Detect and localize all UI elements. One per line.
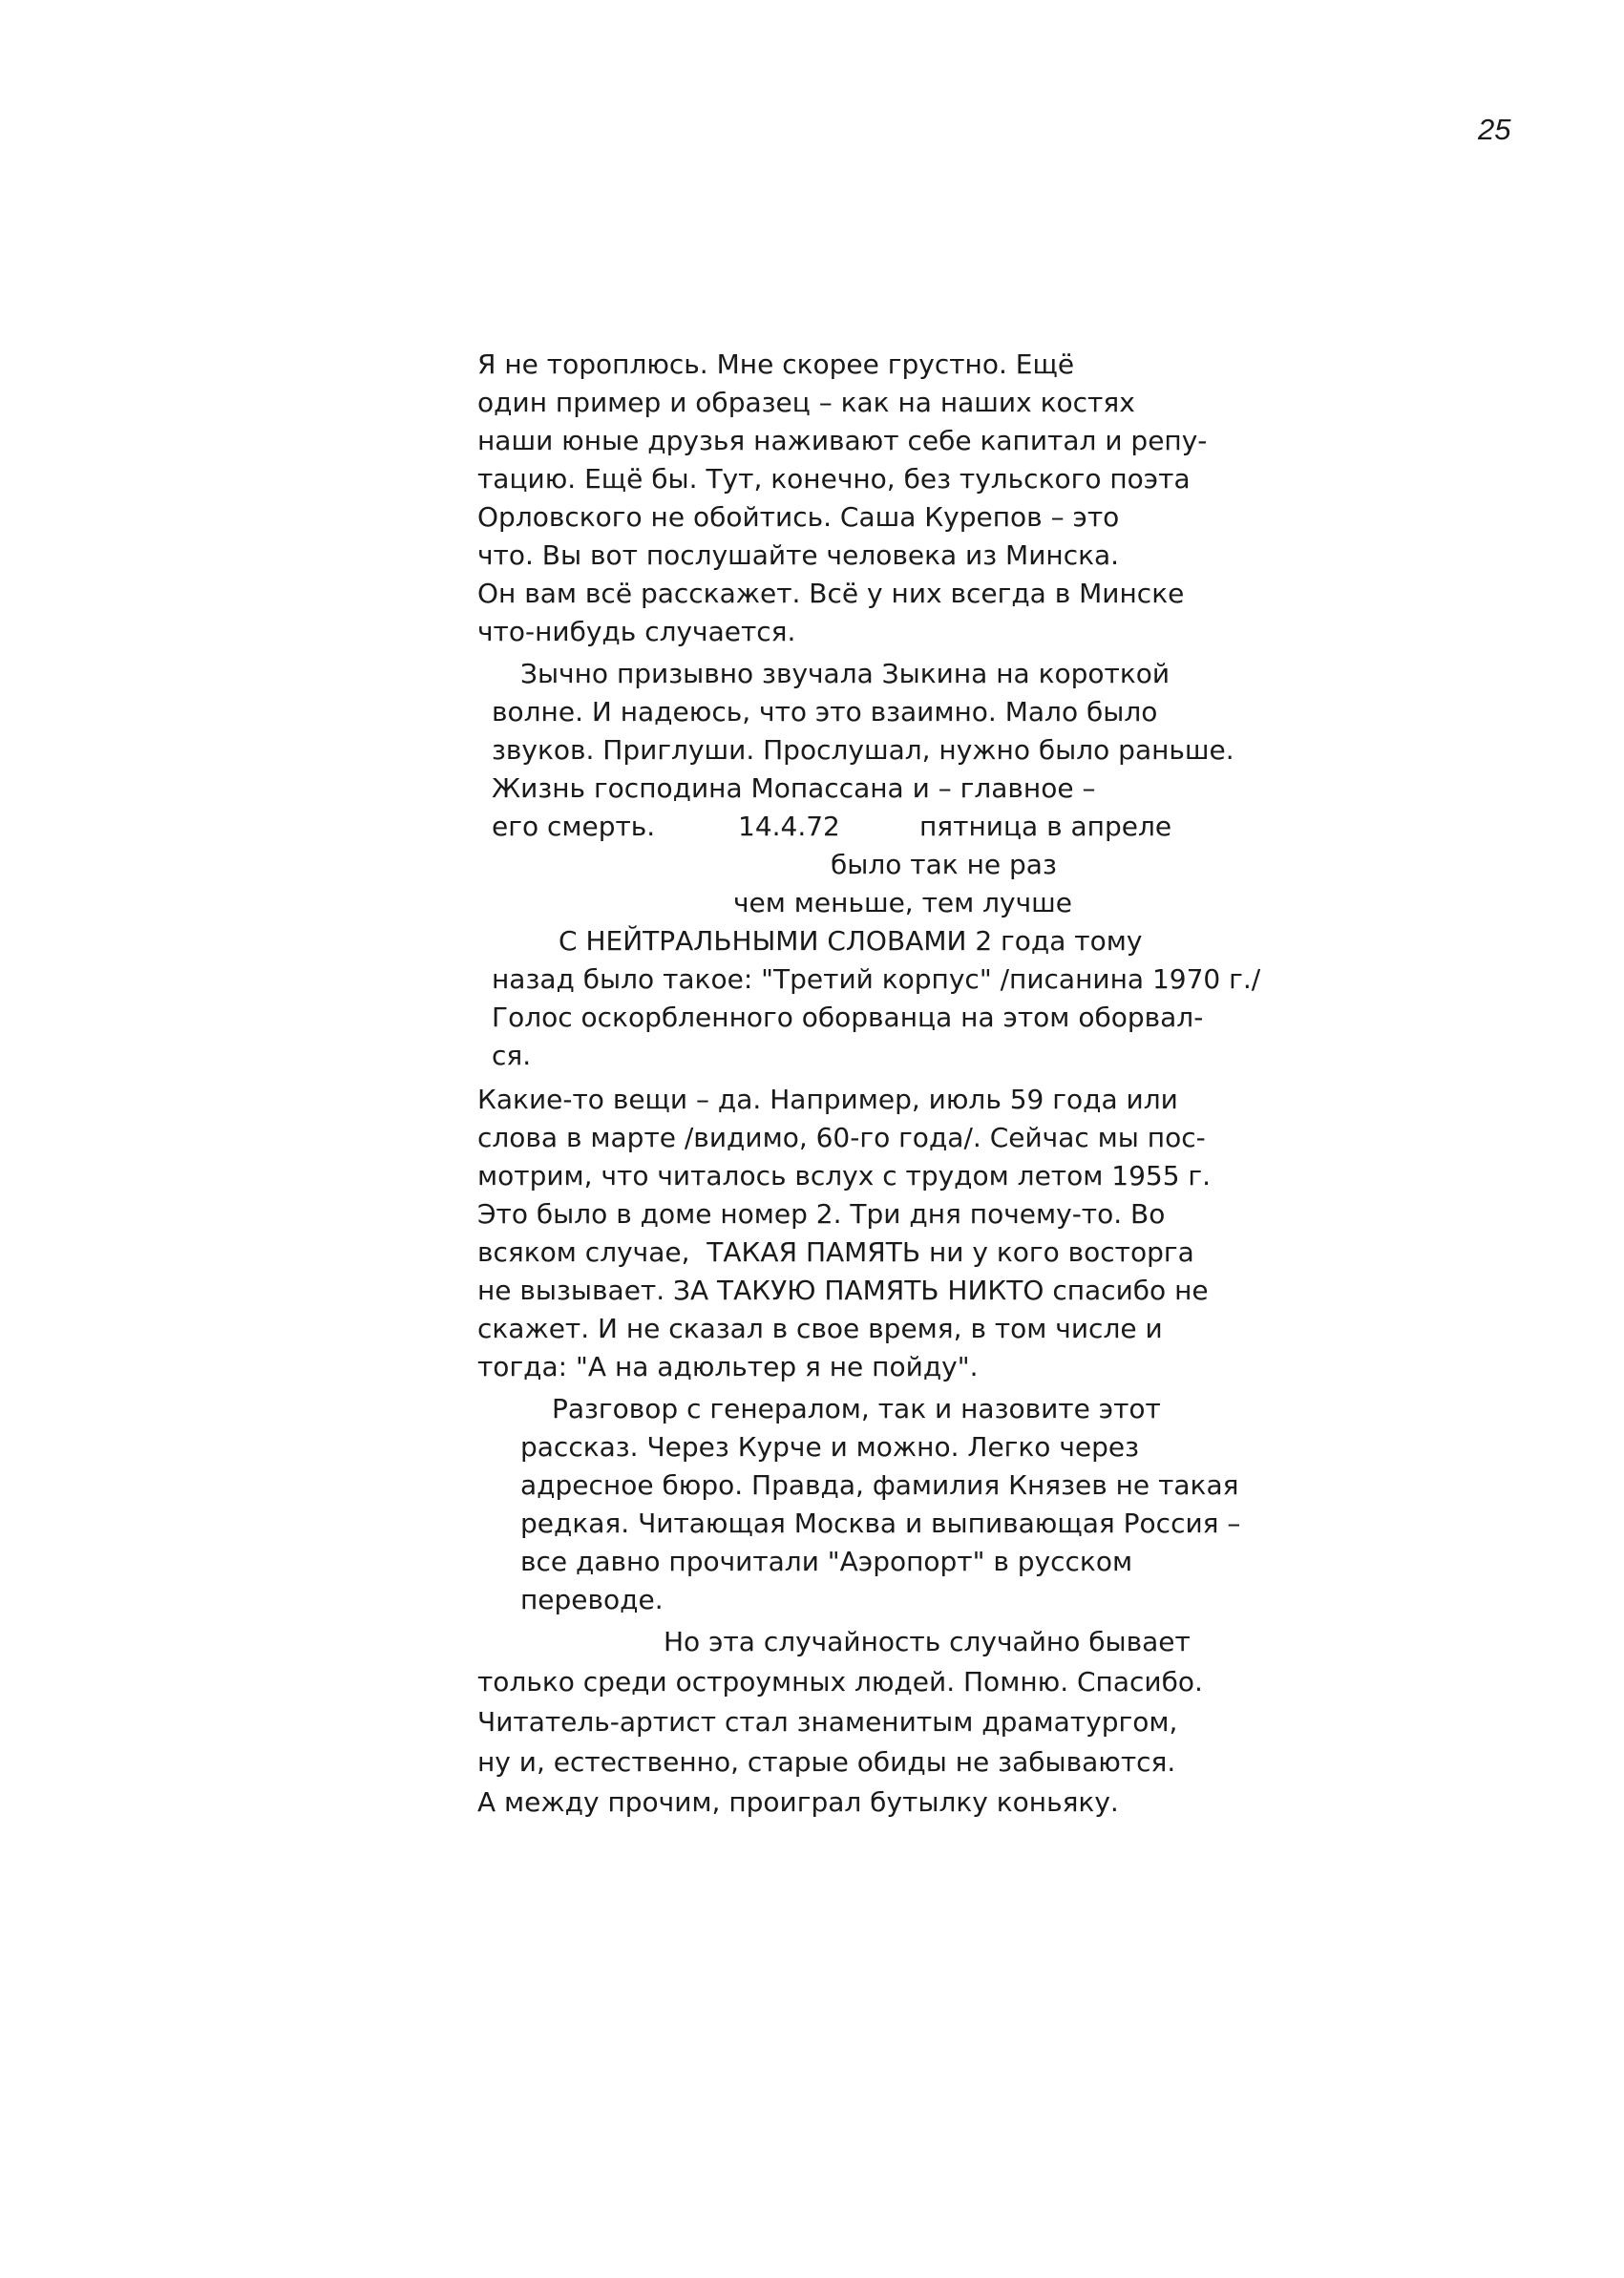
text-line: Это было в доме номер 2. Три дня почему-то. Во: [477, 1198, 1166, 1230]
text-line: ся.: [492, 1040, 532, 1071]
page-number: 25: [1478, 113, 1511, 146]
text-line: Я не тороплюсь. Мне скорее грустно. Ещё: [477, 348, 1075, 380]
text-line: слова в марте /видимо, 60-го года/. Сейчас мы пос-: [477, 1122, 1206, 1153]
text-line: Читатель-артист стал знаменитым драматургом,: [477, 1706, 1178, 1738]
text-line: мотрим, что читалось вслух с трудом летом 1955 г.: [477, 1160, 1212, 1192]
text-line: что. Вы вот послушайте человека из Минска.: [477, 539, 1120, 571]
text-line: назад было такое: "Третий корпус" /писанина 1970 г./: [492, 963, 1261, 995]
text-line: рассказ. Через Курче и можно. Легко через: [520, 1431, 1139, 1463]
text-line: тогда: "А на адюльтер я не пойду".: [477, 1351, 979, 1382]
text-line: А между прочим, проиграл бутылку коньяку.: [477, 1786, 1119, 1818]
text-line: Голос оскорбленного оборванца на этом оборвал-: [492, 1002, 1204, 1033]
text-line: Разговор с генералом, так и назовите этот: [552, 1393, 1161, 1424]
text-line: волне. И надеюсь, что это взаимно. Мало было: [492, 696, 1158, 728]
text-line: было так не раз: [831, 849, 1057, 880]
text-line: С НЕЙТРАЛЬНЫМИ СЛОВАМИ 2 года тому: [559, 925, 1143, 957]
text-line: не вызывает. ЗА ТАКУЮ ПАМЯТЬ НИКТО спасибо не: [477, 1275, 1209, 1306]
text-line: Зычно призывно звучала Зыкина на короткой: [520, 658, 1171, 689]
text-line: Жизнь господина Мопассана и – главное –: [492, 772, 1096, 804]
text-line: адресное бюро. Правда, фамилия Князев не такая: [520, 1469, 1239, 1501]
text-line: один пример и образец – как на наших костях: [477, 387, 1135, 418]
text-line: все давно прочитали "Аэропорт" в русском: [520, 1546, 1133, 1577]
text-line: что-нибудь случается.: [477, 616, 796, 647]
text-line: редкая. Читающая Москва и выпивающая Россия –: [520, 1508, 1241, 1539]
text-line: скажет. И не сказал в свое время, в том числе и: [477, 1313, 1163, 1344]
text-line: наши юные друзья наживают себе капитал и репу-: [477, 425, 1208, 456]
text-line: пятница в апреле: [919, 811, 1172, 842]
text-line: звуков. Приглуши. Прослушал, нужно было раньше.: [492, 734, 1234, 766]
text-line: Но эта случайность случайно бывает: [664, 1626, 1191, 1657]
text-line: его смерть.: [492, 811, 656, 842]
text-line: Орловского не обойтись. Саша Курепов – это: [477, 501, 1120, 533]
text-line: переводе.: [520, 1584, 664, 1615]
text-line: тацию. Ещё бы. Тут, конечно, без тульского поэта: [477, 463, 1191, 495]
text-line: ну и, естественно, старые обиды не забываются.: [477, 1746, 1176, 1778]
text-line: Он вам всё расскажет. Всё у них всегда в Минске: [477, 578, 1185, 609]
text-line: Какие-то вещи – да. Например, июль 59 года или: [477, 1084, 1178, 1115]
text-line: всяком случае, ТАКАЯ ПАМЯТЬ ни у кого восторга: [477, 1236, 1194, 1268]
text-line: 14.4.72: [738, 811, 840, 842]
text-line: только среди остроумных людей. Помню. Спасибо.: [477, 1666, 1203, 1698]
text-line: чем меньше, тем лучше: [733, 887, 1073, 918]
